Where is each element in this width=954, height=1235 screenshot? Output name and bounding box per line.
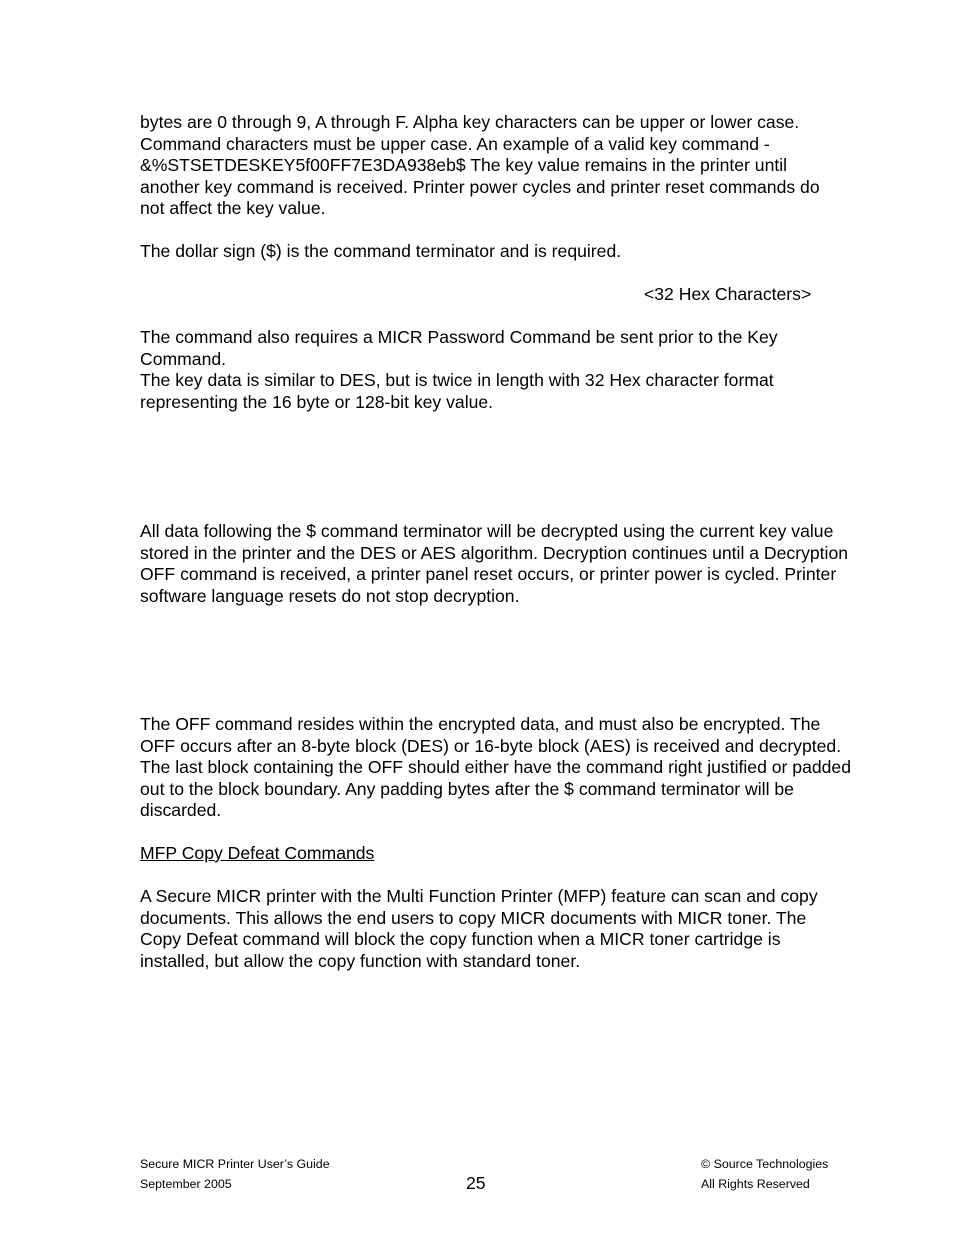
text-line: discarded. [140, 800, 222, 821]
text-line: representing the 16 byte or 128-bit key value. [140, 391, 494, 412]
key-format-paragraph [140, 112, 910, 220]
text-line: out to the block boundary. Any padding bytes after the $ command terminator will be [140, 778, 794, 799]
text-line: stored in the printer and the DES or AES algorithm. Decryption continues until a Decryption [140, 542, 849, 563]
text-line: The command also requires a MICR Password Command be sent prior to the Key [140, 327, 778, 347]
mfp-section-heading: MFP Copy Defeat Commands [140, 843, 375, 863]
text-line: another key command is received. Printer power cycles and printer reset commands do [140, 176, 820, 197]
text-line: The OFF command resides within the encrypted data, and must also be encrypted. The [140, 714, 821, 734]
text-line: OFF command is received, a printer panel reset occurs, or printer power is cycled. Printer [140, 564, 837, 585]
footer-document-title: Secure MICR Printer User’s Guide [140, 1157, 330, 1171]
hex-characters-note: <32 Hex Characters> [644, 284, 812, 304]
mfp-paragraph [140, 886, 910, 972]
footer-rights: All Rights Reserved [701, 1177, 810, 1191]
text-line: The key data is similar to DES, but is twice in length with 32 Hex character format [140, 370, 774, 391]
text-line: OFF occurs after an 8-byte block (DES) or 16-byte block (AES) is received and decrypted. [140, 735, 842, 756]
text-line: Command. [140, 348, 227, 369]
text-line: The last block containing the OFF should either have the command right justified or padded [140, 757, 851, 778]
page-number: 25 [466, 1173, 486, 1193]
footer-copyright: © Source Technologies [701, 1157, 829, 1171]
aes-key-paragraph [140, 327, 910, 413]
text-line: Command characters must be upper case. An example of a valid key command - [140, 133, 770, 154]
footer-date: September 2005 [140, 1177, 232, 1191]
decryption-paragraph [140, 521, 910, 607]
text-line: All data following the $ command terminator will be decrypted using the current key value [140, 521, 834, 541]
text-line: The dollar sign ($) is the command terminator and is required. [140, 241, 622, 261]
text-line: A Secure MICR printer with the Multi Function Printer (MFP) feature can scan and copy [140, 886, 818, 906]
text-line: Copy Defeat command will block the copy function when a MICR toner cartridge is [140, 929, 781, 950]
text-line: bytes are 0 through 9, A through F. Alpha key characters can be upper or lower case. [140, 112, 800, 132]
text-line: installed, but allow the copy function with standard toner. [140, 950, 581, 971]
off-command-paragraph [140, 714, 910, 822]
text-line: &%STSETDESKEY5f00FF7E3DA938eb$ The key value remains in the printer until [140, 155, 788, 176]
text-line: software language resets do not stop decryption. [140, 585, 520, 606]
text-line: not affect the key value. [140, 198, 326, 219]
text-line: documents. This allows the end users to copy MICR documents with MICR toner. The [140, 907, 807, 928]
terminator-paragraph [140, 241, 910, 263]
